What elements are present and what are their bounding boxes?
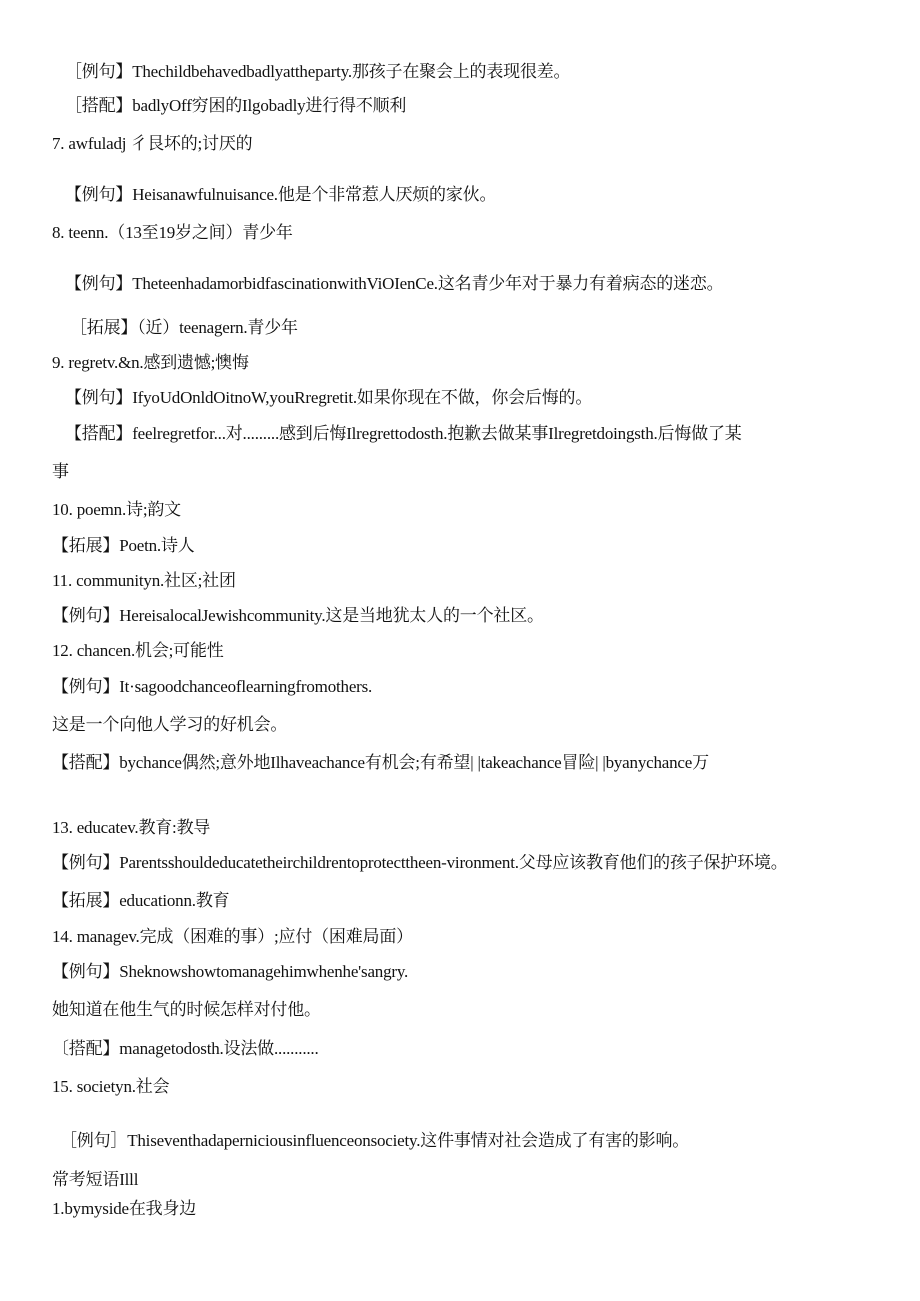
vocab-item-10: 10. poemn.诗;韵文 — [52, 500, 181, 519]
extension-line: 【拓展】educationn.教育 — [52, 891, 230, 910]
example-sentence: 【例句】Parentsshouldeducatetheirchildrentoprotecttheen-vironment.父母应该教育他们的孩子保护环境。 — [52, 853, 788, 872]
collocation-line: ［搭配】badlyOff穷困的Ilgobadly进行得不顺利 — [65, 96, 407, 115]
collocation-line: 【搭配】bychance偶然;意外地Ilhaveachance有机会;有希望| |takeachance冒险| |byanychance万 — [52, 753, 709, 772]
example-sentence: ［例句］Thiseventhadaperniciousinfluenceonsociety.这件事情对社会造成了有害的影响。 — [60, 1131, 690, 1150]
vocab-item-12: 12. chancen.机会;可能性 — [52, 641, 224, 660]
vocab-item-7: 7. awfuladj 彳艮坏的;讨厌的 — [52, 134, 253, 153]
collocation-line: 〔搭配】managetodosth.设法做........... — [52, 1039, 319, 1058]
section-heading: 常考短语Illl — [52, 1170, 139, 1189]
vocab-item-8: 8. teenn.（13至19岁之间）青少年 — [52, 223, 293, 242]
vocab-item-9: 9. regretv.&n.感到遗憾;懊悔 — [52, 353, 249, 372]
collocation-line: 【搭配】feelregretfor...对.........感到后悔Ilregrettodosth.抱歉去做某事Ilregretdoingsth.后悔做了某 — [65, 424, 742, 443]
phrase-item-1: 1.bymyside在我身边 — [52, 1199, 197, 1218]
example-sentence: 【例句】IfyoUdOnldOitnoW,youRregretit.如果你现在不做，你会后悔的。 — [65, 388, 593, 407]
example-sentence: 【例句】Heisanawfulnuisance.他是个非常惹人厌烦的家伙。 — [65, 185, 497, 204]
vocab-item-11: 11. communityn.社区;社团 — [52, 571, 236, 590]
example-sentence: 【例句】Sheknowshowtomanagehimwhenhe'sangry. — [52, 962, 409, 981]
extension-line: 【拓展】Poetn.诗人 — [52, 536, 195, 555]
vocab-item-13: 13. educatev.教育:教导 — [52, 818, 211, 837]
example-sentence: 【例句】TheteenhadamorbidfascinationwithViOIenCe.这名青少年对于暴力有着病态的迷恋。 — [65, 274, 724, 293]
example-sentence: ［例句】Thechildbehavedbadlyattheparty.那孩子在聚会上的表现很差。 — [65, 62, 571, 81]
example-sentence: 【例句】It·sagoodchanceoflearningfromothers. — [52, 677, 373, 696]
example-translation: 她知道在他生气的时候怎样对付他。 — [52, 1000, 321, 1019]
vocab-item-15: 15. societyn.社会 — [52, 1077, 170, 1096]
example-sentence: 【例句】HereisalocalJewishcommunity.这是当地犹太人的一个社区。 — [52, 606, 544, 625]
vocab-item-14: 14. managev.完成（困难的事）;应付（困难局面） — [52, 927, 413, 946]
example-translation: 这是一个向他人学习的好机会。 — [52, 715, 288, 734]
extension-line: ［拓展】（近）teenagern.青少年 — [70, 318, 298, 337]
collocation-continuation: 事 — [52, 462, 69, 481]
